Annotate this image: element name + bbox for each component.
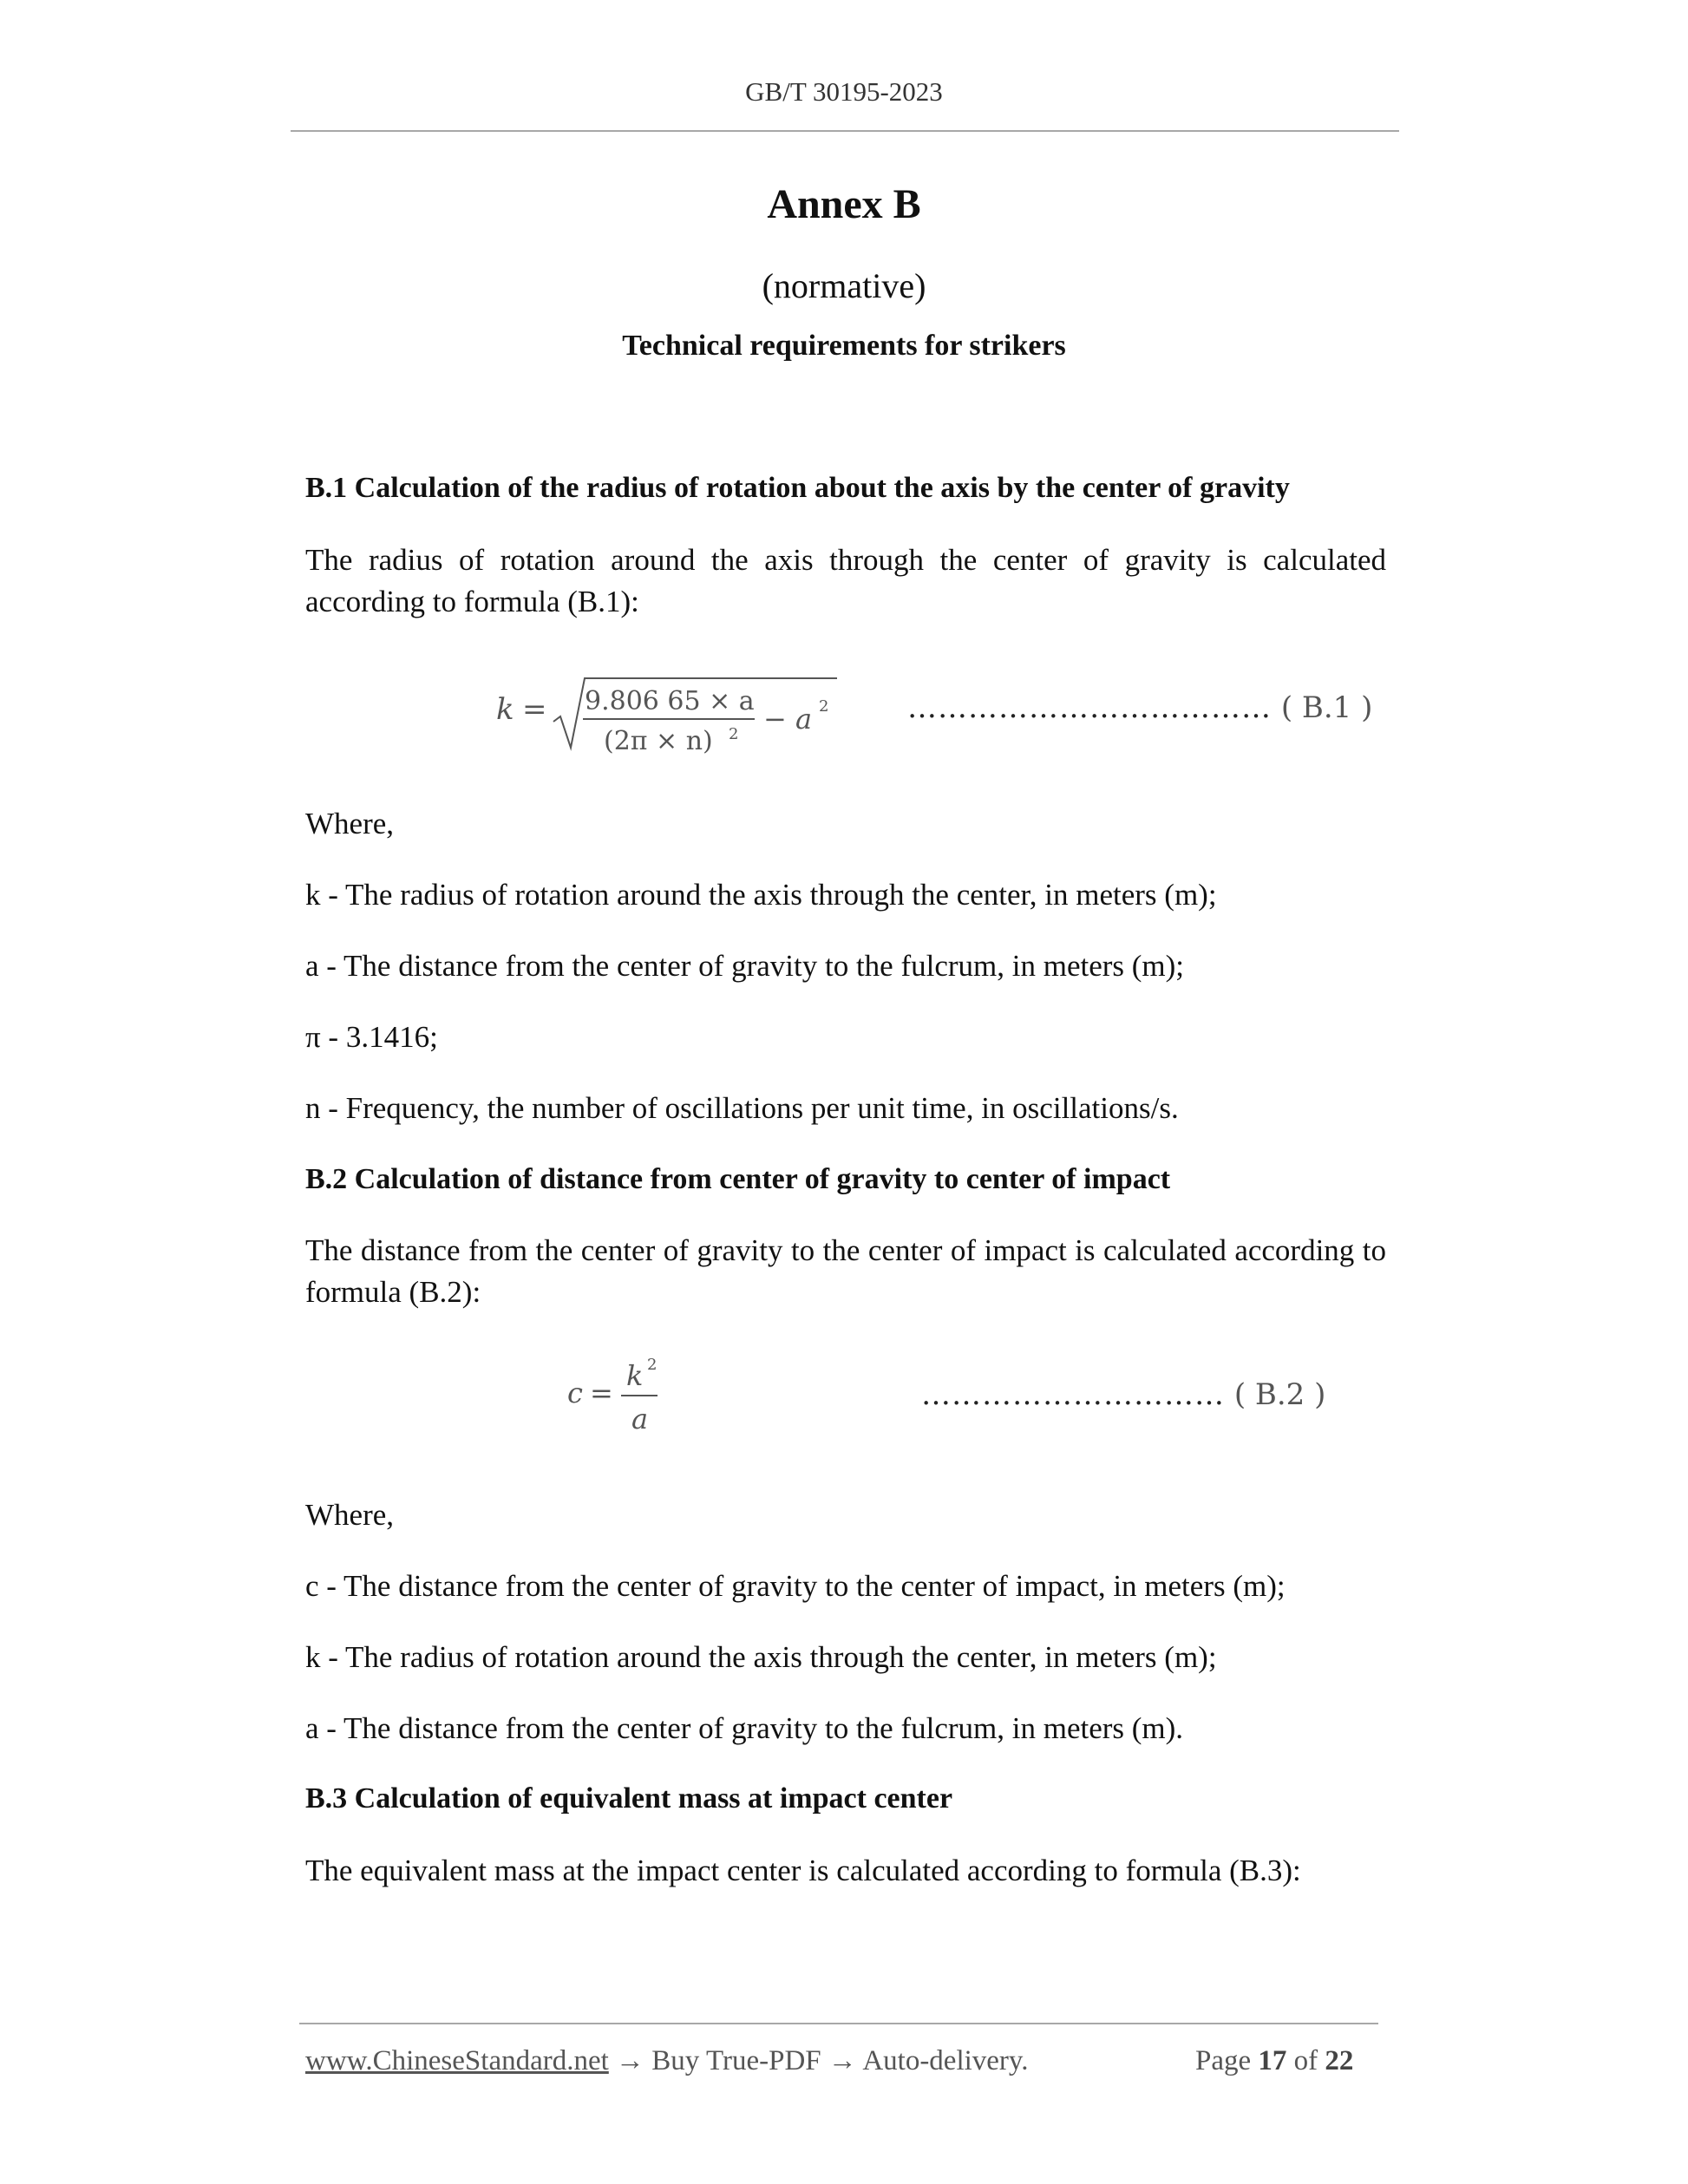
formula-b1-lhs: k xyxy=(496,692,514,727)
page-total: 22 xyxy=(1325,2045,1354,2076)
definition-item: π - 3.1416; xyxy=(305,1020,438,1054)
footer-promo xyxy=(305,2045,1029,2077)
formula-b1-minus-power: 2 xyxy=(819,697,829,716)
annex-subtitle: Technical requirements for strikers xyxy=(622,330,1066,362)
definition-item: c - The distance from the center of gravity to the center of impact, in meters (m); xyxy=(305,1569,1286,1603)
section-b2-where: Where, xyxy=(305,1498,395,1532)
footer-delivery-text: Auto-delivery. xyxy=(862,2045,1029,2076)
section-b1-intro: The radius of rotation around the axis through the center of gravity is calculated according to formula (B.1): xyxy=(305,543,1386,618)
footer-divider xyxy=(299,2023,1378,2024)
formula-b2-power: 2 xyxy=(647,1356,658,1374)
formula-b1-minus-term: − a xyxy=(763,703,813,736)
definition-item: n - Frequency, the number of oscillations per unit time, in oscillations/s. xyxy=(305,1091,1179,1125)
header-doc-id: GB/T 30195-2023 xyxy=(745,76,943,107)
definition-item: a - The distance from the center of gravity to the fulcrum, in meters (m). xyxy=(305,1711,1184,1745)
page-current: 17 xyxy=(1258,2045,1287,2076)
page-indicator xyxy=(1195,2045,1353,2077)
footer-buy-text: Buy True-PDF xyxy=(651,2045,821,2076)
header-divider xyxy=(291,130,1399,132)
arrow-right-icon: → xyxy=(828,2045,857,2076)
section-b2-intro: The distance from the center of gravity to the center of impact is calculated according to formula (B.2): xyxy=(305,1233,1386,1309)
formula-b1 xyxy=(486,659,850,763)
formula-b1-denominator: (2π × n) xyxy=(604,726,713,756)
formula-b2-number xyxy=(921,1377,1325,1412)
definition-item: k - The radius of rotation around the axis through the center, in meters (m); xyxy=(305,1640,1217,1674)
formula-b2-lhs: c xyxy=(567,1376,583,1409)
formula-b1-denominator-power: 2 xyxy=(729,725,739,743)
leader-dots: ………………………… xyxy=(921,1377,1225,1412)
formula-b2-label: ( B.2 ) xyxy=(1233,1377,1326,1412)
definition-item: a - The distance from the center of gravity to the fulcrum, in meters (m); xyxy=(305,949,1185,983)
formula-b1-number xyxy=(907,690,1372,725)
section-b2-heading: B.2 Calculation of distance from center of gravity to center of impact xyxy=(305,1163,1171,1195)
formula-b2-numerator: k xyxy=(626,1359,644,1392)
section-b3-intro: The equivalent mass at the impact center is calculated according to formula (B.3): xyxy=(305,1854,1301,1887)
page-word: Page xyxy=(1195,2045,1252,2076)
site-link[interactable]: www.ChineseStandard.net xyxy=(305,2045,609,2076)
formula-b2-equals: = xyxy=(590,1376,613,1409)
annex-title: Annex B xyxy=(767,181,921,227)
formula-b2-denominator: a xyxy=(631,1403,649,1435)
leader-dots: ……………………………… xyxy=(907,690,1272,725)
annex-status: (normative) xyxy=(762,266,926,305)
definition-item: k - The radius of rotation around the axis through the center, in meters (m); xyxy=(305,878,1217,912)
formula-b1-numerator: 9.806 65 × a xyxy=(585,686,755,716)
section-b1-heading: B.1 Calculation of the radius of rotation about the axis by the center of gravity xyxy=(305,472,1290,504)
of-word: of xyxy=(1293,2045,1318,2076)
section-b3-heading: B.3 Calculation of equivalent mass at impact center xyxy=(305,1782,953,1815)
formula-b1-label: ( B.1 ) xyxy=(1280,690,1373,725)
formula-b1-equals: = xyxy=(522,692,547,727)
arrow-right-icon: → xyxy=(616,2045,645,2076)
formula-b2 xyxy=(555,1349,677,1444)
section-b1-where: Where, xyxy=(305,807,395,840)
